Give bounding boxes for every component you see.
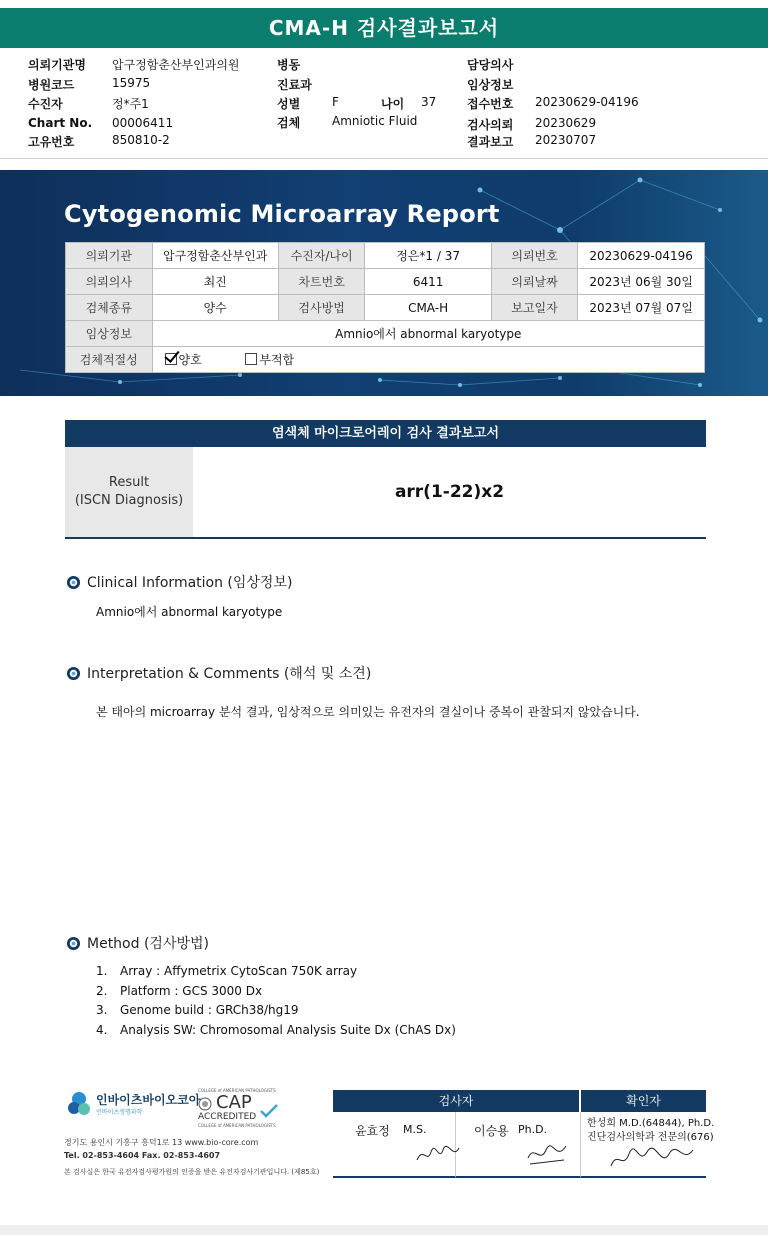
inspector2-name: 이승용 — [474, 1124, 509, 1138]
checkmark-icon — [260, 1104, 278, 1118]
table-cell: 최진 — [152, 269, 278, 295]
info-value: 37 — [421, 95, 437, 109]
table-cell: 압구정함춘산부인과 — [152, 243, 278, 269]
cap-top-text: COLLEGE of AMERICAN PATHOLOGISTS — [198, 1088, 276, 1093]
list-item: 4. Analysis SW: Chromosomal Analysis Suite Dx (ChAS Dx) — [96, 1022, 456, 1037]
table-cell: CMA-H — [365, 295, 491, 321]
checkbox-unchecked[interactable] — [245, 353, 257, 365]
clinical-section-heading — [66, 572, 292, 592]
result-label-line1: Result — [108, 475, 150, 490]
request-info-table — [65, 242, 705, 373]
list-item: 3. Genome build : GRCh38/hg19 — [96, 1003, 299, 1017]
company-address: 경기도 용인시 기흥구 흥덕1로 13 www.bio-core.com — [64, 1138, 259, 1147]
cap-text: CAP — [216, 1092, 252, 1113]
info-label: 병원코드 — [28, 78, 75, 92]
unsuitable-label: 부적합 — [259, 353, 295, 367]
accreditation-note: 본 검사실은 한국 유전자검사평가원의 인증을 받은 유전자검사기관입니다. (제85호) — [64, 1168, 320, 1176]
info-value: 정*주1 — [112, 97, 149, 111]
table-header-cell: 의뢰번호 — [491, 243, 578, 269]
info-value: 압구정함춘산부인과의원 — [112, 58, 240, 72]
inspector1-degree: M.S. — [403, 1123, 427, 1136]
inspector1-name: 윤효정 — [355, 1124, 390, 1138]
table-row — [66, 243, 705, 269]
table-header-cell: 의뢰기관 — [66, 243, 153, 269]
report-title: CMA-H 검사결과보고서 — [0, 8, 768, 48]
table-cell: 6411 — [365, 269, 491, 295]
confirmer-cell — [581, 1112, 715, 1178]
table-header-cell: 임상정보 — [66, 321, 153, 347]
info-label: 의뢰기관명 — [28, 58, 86, 72]
table-header-cell: 검체적절성 — [66, 347, 153, 373]
confirmer-line2: 진단검사의학과 전문의(676) — [587, 1132, 714, 1143]
info-label: 검체 — [277, 116, 301, 130]
method-section-heading — [66, 933, 209, 953]
info-value: 20230707 — [535, 133, 597, 147]
clinical-title: Clinical Information (임상정보) — [87, 575, 293, 591]
table-cell: 2023년 07월 07일 — [578, 295, 705, 321]
info-label: 수진자 — [28, 97, 63, 111]
info-label: 성별 — [277, 97, 301, 111]
patient-info-grid — [0, 52, 768, 152]
info-label: 접수번호 — [467, 97, 514, 111]
signature-icon — [607, 1144, 697, 1174]
info-label: 담당의사 — [467, 58, 514, 72]
company-subname: 인바이츠생명과학 — [96, 1109, 143, 1116]
result-value: arr(1-22)x2 — [394, 482, 505, 502]
table-row — [66, 347, 705, 373]
info-value: 15975 — [112, 76, 151, 90]
method-list — [96, 964, 456, 1042]
result-label — [65, 447, 193, 537]
page-bottom-strip — [0, 1225, 768, 1235]
section-bullet-icon — [66, 666, 81, 681]
info-label: 나이 — [381, 97, 405, 111]
info-label: 결과보고 — [467, 135, 514, 149]
clinical-text: Amnio에서 abnormal karyotype — [96, 605, 283, 619]
info-value: 20230629-04196 — [535, 95, 639, 109]
info-value: 20230629 — [535, 116, 597, 130]
company-logo-icon — [66, 1090, 92, 1118]
info-label: Chart No. — [28, 116, 93, 130]
table-cell: 양수 — [152, 295, 278, 321]
table-header-cell: 차트번호 — [278, 269, 365, 295]
interpretation-section-heading — [66, 663, 371, 683]
info-label: 고유번호 — [28, 135, 75, 149]
company-name: 인바이츠바이오코아 — [96, 1093, 201, 1107]
info-label: 진료과 — [277, 78, 312, 92]
info-value: 00006411 — [112, 116, 174, 130]
section-bullet-icon — [66, 936, 81, 951]
table-row — [66, 269, 705, 295]
result-label-line2: (ISCN Diagnosis) — [74, 493, 184, 508]
result-box — [65, 447, 706, 539]
confirmer-line1: 한성희 M.D.(64844), Ph.D. — [587, 1118, 715, 1129]
list-item: 2. Platform : GCS 3000 Dx — [96, 983, 263, 998]
suitability-cell — [152, 347, 704, 373]
inspector-header: 검사자 — [333, 1090, 579, 1112]
signature-table — [333, 1090, 715, 1176]
table-cell: 정은*1 / 37 — [365, 243, 491, 269]
inspector2-cell — [456, 1112, 581, 1178]
section-bullet-icon — [66, 575, 81, 590]
table-header-cell: 보고일자 — [491, 295, 578, 321]
info-label: 검사의뢰 — [467, 118, 514, 132]
checkbox-checked[interactable] — [165, 353, 177, 365]
clinical-info-cell: Amnio에서 abnormal karyotype — [152, 321, 704, 347]
table-row — [66, 321, 705, 347]
table-header-cell: 의뢰날짜 — [491, 269, 578, 295]
method-title: Method (검사방법) — [87, 936, 209, 952]
banner-title: Cytogenomic Microarray Report — [64, 200, 500, 228]
table-header-cell: 검체종류 — [66, 295, 153, 321]
cap-bottom-text: COLLEGE of AMERICAN PATHOLOGISTS — [198, 1123, 276, 1128]
confirmer-header: 확인자 — [581, 1090, 706, 1112]
info-value: F — [332, 95, 339, 109]
table-header-cell: 수진자/나이 — [278, 243, 365, 269]
company-contact: Tel. 02-853-4604 Fax. 02-853-4607 — [64, 1151, 221, 1160]
info-label: 임상정보 — [467, 78, 514, 92]
cap-seal-icon — [198, 1096, 212, 1112]
list-item: 1. Array : Affymetrix CytoScan 750K array — [96, 964, 358, 978]
info-value: Amniotic Fluid — [332, 114, 418, 128]
signature-icon — [522, 1138, 572, 1168]
table-header-cell: 검사방법 — [278, 295, 365, 321]
divider — [0, 158, 768, 159]
info-value: 850810-2 — [112, 133, 170, 147]
cap-accredited-text: ACCREDITED — [198, 1112, 257, 1122]
table-row — [66, 295, 705, 321]
table-cell: 2023년 06월 30일 — [578, 269, 705, 295]
table-header-cell: 의뢰의사 — [66, 269, 153, 295]
suitable-label: 양호 — [178, 353, 202, 367]
result-section-title: 염색체 마이크로어레이 검사 결과보고서 — [65, 420, 706, 447]
info-label: 병동 — [277, 58, 301, 72]
inspector1-cell — [333, 1112, 456, 1178]
interpretation-title: Interpretation & Comments (해석 및 소견) — [87, 666, 372, 682]
inspector2-degree: Ph.D. — [518, 1123, 548, 1136]
interpretation-text: 본 태아의 microarray 분석 결과, 임상적으로 의미있는 유전자의 결실이나 중복이 관찰되지 않았습니다. — [96, 705, 640, 719]
table-cell: 20230629-04196 — [578, 243, 705, 269]
